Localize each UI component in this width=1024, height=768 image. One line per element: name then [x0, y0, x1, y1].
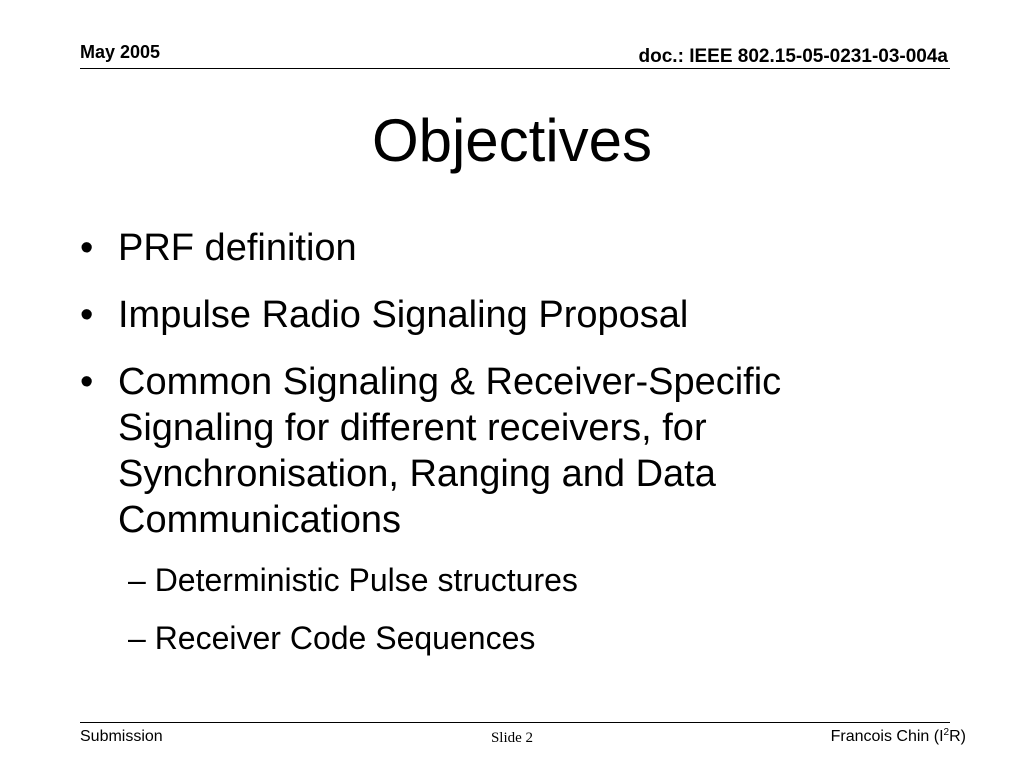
footer-author-suffix: R) — [949, 728, 966, 745]
bullet-item — [80, 359, 900, 543]
header-date: May 2005 — [80, 42, 161, 62]
bullet-text: Common Signaling & Receiver-Specific Signaling for different receivers, for Synchronisation, Ranging and Data Communications — [118, 361, 782, 541]
bullet-item — [80, 292, 900, 338]
footer-author-prefix: Francois Chin (I — [830, 728, 944, 745]
footer-author-superscript: 2 — [943, 727, 950, 738]
footer-rule — [80, 722, 950, 723]
header-rule — [80, 68, 950, 69]
bullet-marker: • — [80, 227, 94, 269]
footer-author — [831, 727, 966, 747]
bullet-text: Impulse Radio Signaling Proposal — [118, 294, 689, 336]
sub-bullet-item: – Receiver Code Sequences — [128, 620, 536, 656]
bullet-marker: • — [80, 294, 94, 336]
header-doc-id: doc.: IEEE 802.15-05-0231-03-004a — [638, 46, 948, 67]
footer-submission: Submission — [80, 728, 163, 745]
footer-slide-number: Slide 2 — [490, 730, 534, 746]
bullet-item — [80, 225, 900, 271]
bullet-text: PRF definition — [118, 227, 357, 269]
sub-bullet-item: – Deterministic Pulse structures — [128, 562, 578, 598]
bullet-marker: • — [80, 361, 94, 403]
slide-title: Objectives — [371, 107, 653, 174]
